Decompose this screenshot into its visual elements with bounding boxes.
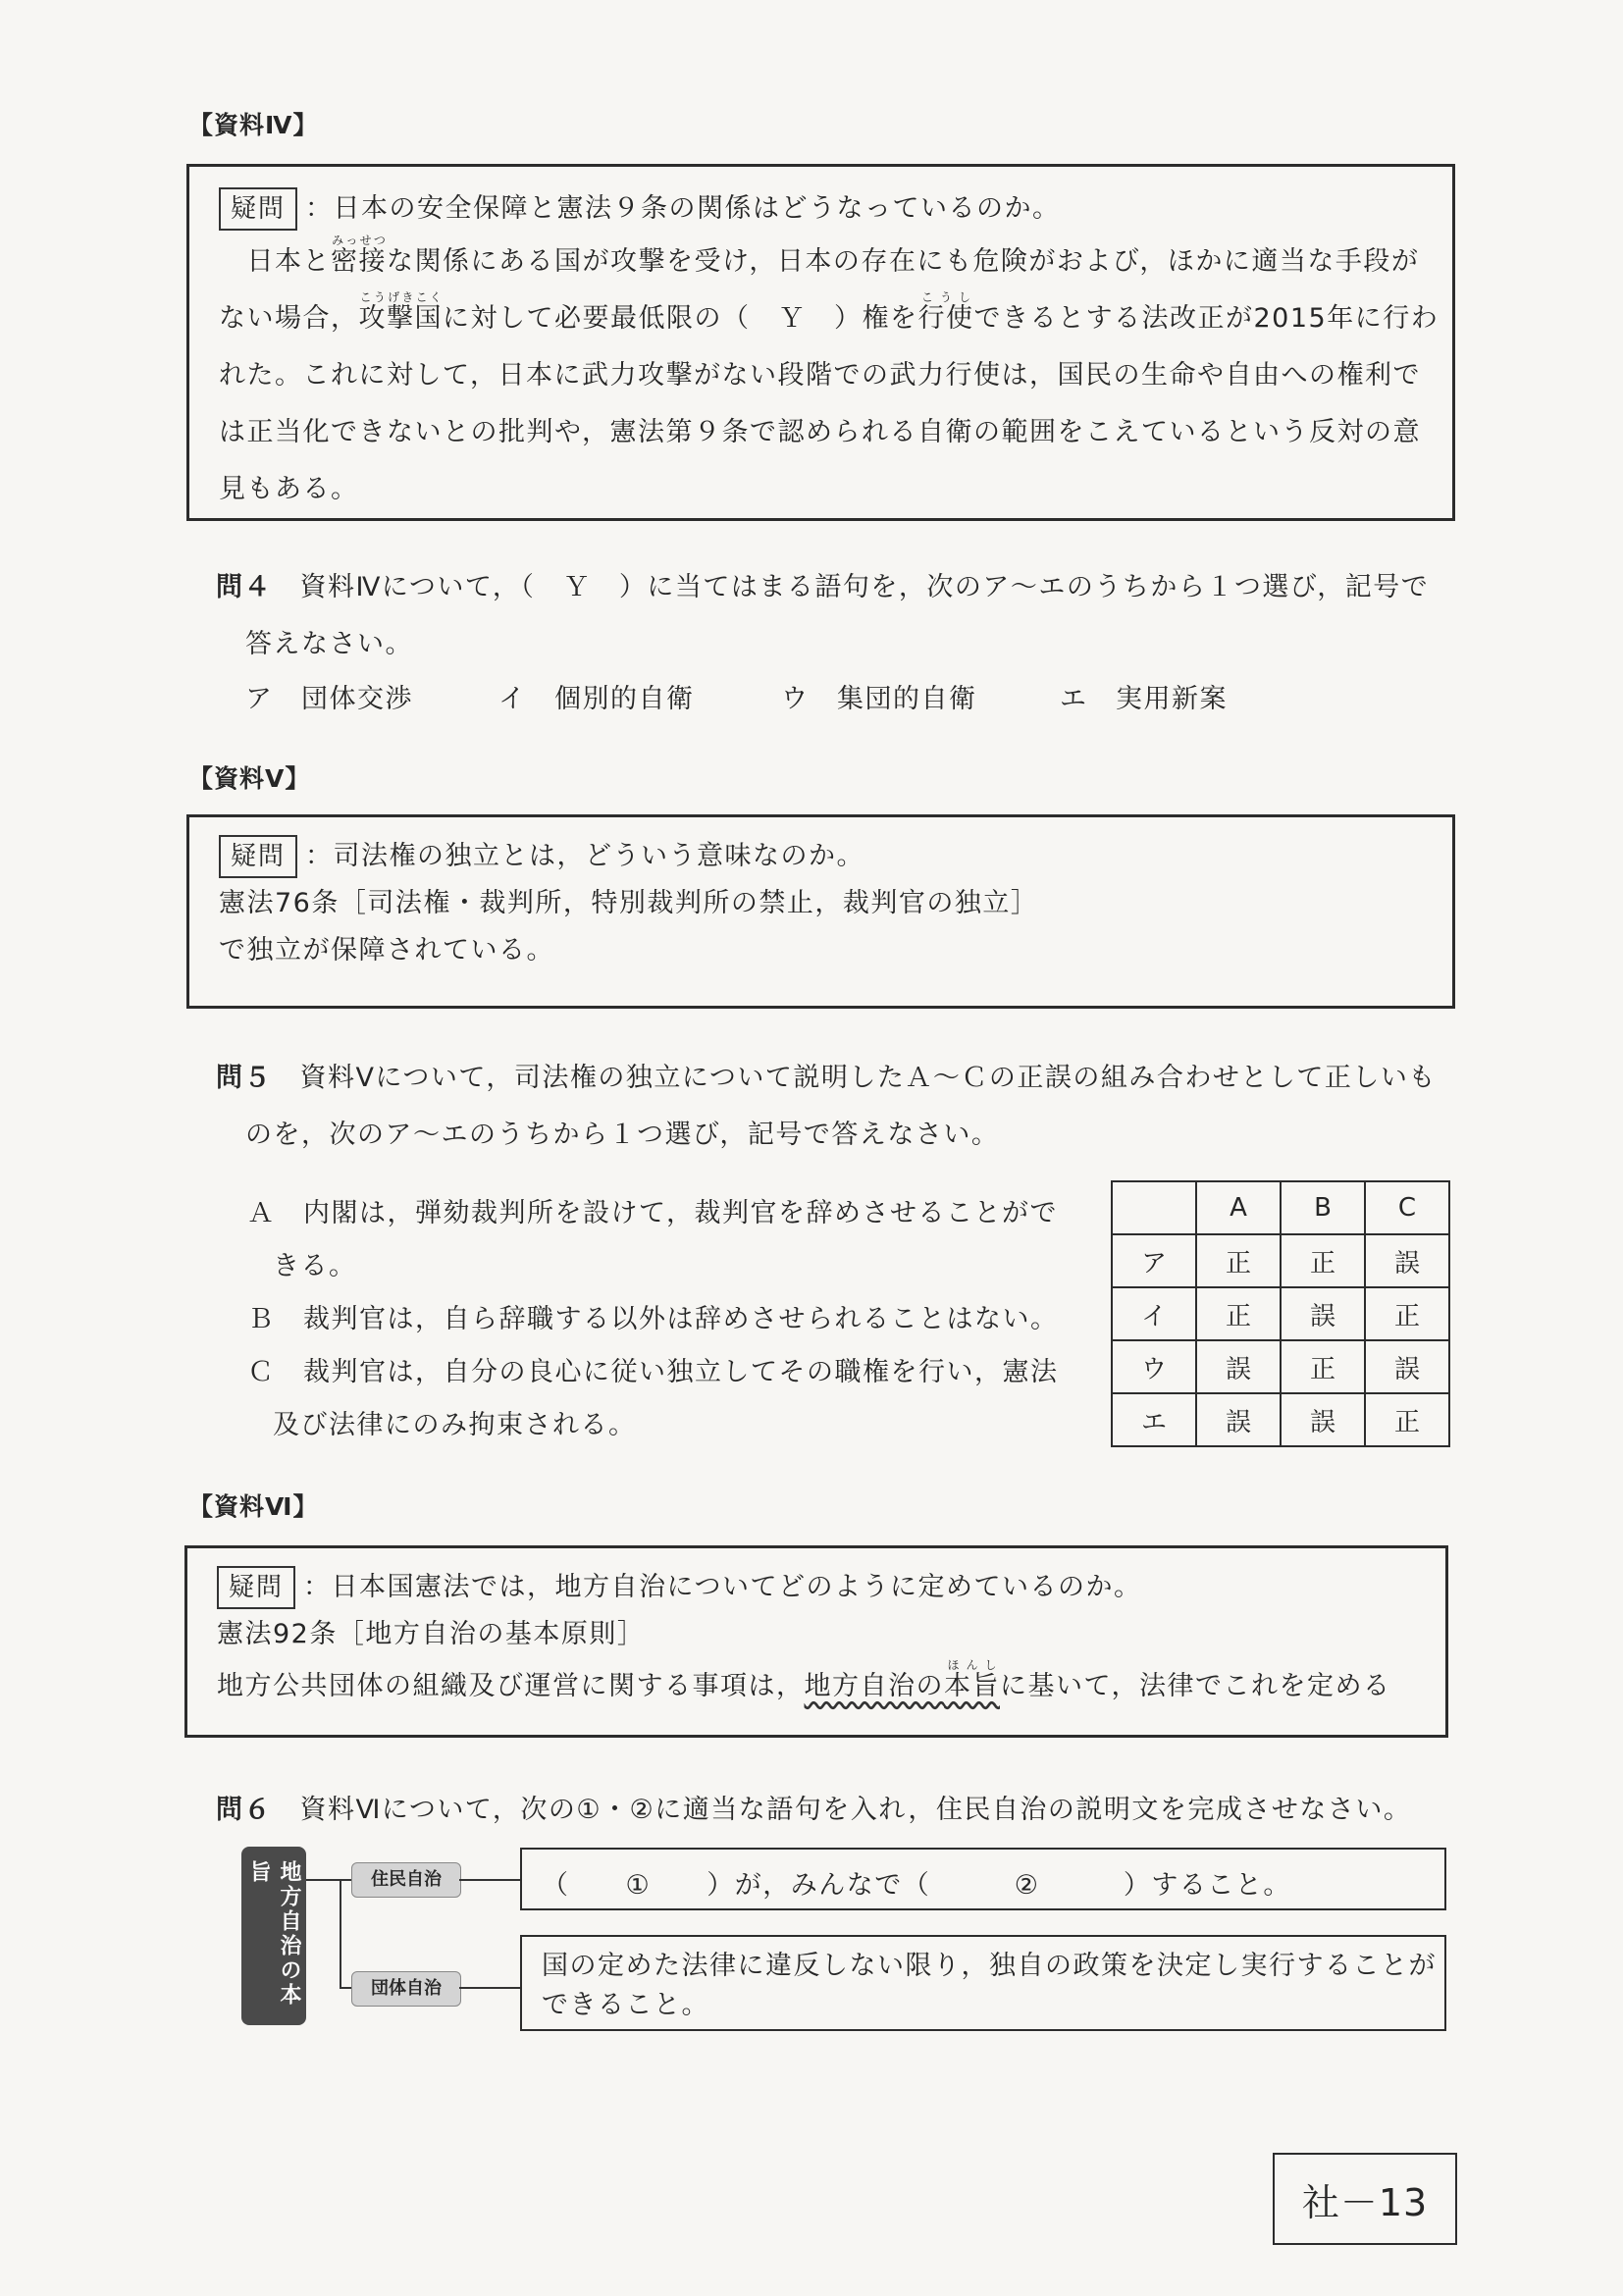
q4-option-e: エ 実用新案 [1060,684,1228,714]
dantai-jichi-description: 国の定めた法律に違反しない限り，独自の政策を決定し実行することが できること。 [542,1951,1437,2020]
material6-article: 憲法92条［地方自治の基本原則］ [217,1619,646,1649]
page-number: 社－13 [1301,2180,1429,2224]
jumin-jichi-fill-in: （ ① ）が，みんなで（ ② ）すること。 [542,1870,1291,1901]
question-tag: 疑問 [217,1566,295,1609]
diagram-root-box [241,1847,306,2025]
ruby-kougekikoku: 攻撃国こうげきこく [358,290,443,334]
table-row: イ 正 誤 正 [1112,1287,1449,1340]
table-row: ア 正 正 誤 [1112,1234,1449,1287]
q5-statements: Ａ 内閣は，弾劾裁判所を設けて，裁判官を辞めさせることがで きる。 Ｂ 裁判官は，自ら辞職する以外は辞めさせられることはない。 Ｃ 裁判官は，自分の良心に従い独立してその職権を行い，憲法 及び法律にのみ拘束される。 [247,1187,1059,1452]
table-row: A B C [1112,1181,1449,1234]
material5-box [186,814,1455,1009]
material4-text: 日本と密接みっせつな関係にある国が攻撃を受け，日本の存在にも危険がおよび，ほかに適当な手段が ない場合，攻撃国こうげきこくに対して必要最低限の（ Ｙ ）権を行使こうしできるとする法改正が2015年に行わ れた。これに対して，日本に武力攻撃がない段階での武力行使は，国民の生命や自由への権利で は正当化できないとの批判や，憲法第９条で認められる自衛の範囲をこえているという反対の意 見もある。 [219,234,1440,504]
table-row: エ 誤 誤 正 [1112,1393,1449,1446]
q6-line: 問６ 資料Ⅵについて，次の①・②に適当な語句を入れ，住民自治の説明文を完成させなさい。 [216,1795,1412,1825]
q4-label: 問４ [216,572,272,602]
connector-line [459,1987,520,1989]
material6-box [184,1545,1448,1738]
question-tag: 疑問 [219,187,297,231]
q4-line2: 答えなさい。 [245,629,413,659]
q5-statement-b: Ｂ 裁判官は，自ら辞職する以外は辞めさせられることはない。 [247,1304,1059,1334]
question-tag: 疑問 [219,835,297,878]
q5-line2: のを，次のア～エのうちから１つ選び，記号で答えなさい。 [245,1120,1000,1150]
q5-statement-a: Ａ 内閣は，弾劾裁判所を設けて，裁判官を辞めさせることがで [247,1198,1058,1228]
connector-line [340,1879,351,1881]
q4-option-u: ウ 集団的自衛 [781,684,977,714]
material6-body: 地方公共団体の組織及び運営に関する事項は，地方自治の本旨ほんしに基いて，法律でこれを定める [217,1658,1391,1701]
material4-header: 【資料Ⅳ】 [188,111,319,139]
material6-header: 【資料Ⅵ】 [188,1492,319,1521]
q5-line1: 問５ 資料Ⅴについて，司法権の独立について説明したＡ～Ｃの正誤の組み合わせとして正しいも [216,1063,1437,1093]
connector-line [459,1879,520,1881]
material4-question: ：日本の安全保障と憲法９条の関係はどうなっているのか。 [305,193,1061,224]
q4-option-a: ア 団体交渉 [245,684,413,714]
diagram-root-label: 地方自治の本旨 [246,1860,301,2008]
q5-label: 問５ [216,1063,272,1093]
material5-question: ：司法権の独立とは，どういう意味なのか。 [305,841,865,871]
q6-label: 問６ [216,1795,272,1825]
q4-option-i: イ 個別的自衛 [498,684,695,714]
material4-box [186,164,1455,521]
q5-answer-table [1111,1180,1450,1447]
ruby-koushi: 行使こうし [917,290,974,334]
page-number-box [1273,2153,1457,2245]
q4-line1: 問４ 資料Ⅳについて，（ Ｙ ）に当てはまる語句を，次のア～エのうちから１つ選び，記号で [216,572,1430,602]
material5-article: 憲法76条［司法権・裁判所，特別裁判所の禁止，裁判官の独立］ [219,888,1039,918]
branch-jumin-jichi: 住民自治 [351,1862,461,1898]
wavy-underline-phrase: 地方自治の本旨ほんし [804,1658,1000,1701]
diagram-box-2 [520,1935,1446,2031]
diagram-box-1 [520,1848,1446,1910]
q5-statement-c: Ｃ 裁判官は，自分の良心に従い独立してその職権を行い，憲法 [247,1357,1059,1387]
material6-question: ：日本国憲法では，地方自治についてどのように定めているのか。 [303,1572,1142,1602]
material5-header: 【資料Ⅴ】 [188,764,311,793]
table-row: ウ 誤 正 誤 [1112,1340,1449,1393]
ruby-missetsu: 密接みっせつ [331,234,387,277]
material5-body: で独立が保障されている。 [219,935,554,965]
material4-question-line [219,181,1061,237]
connector-line [340,1879,341,1988]
connector-line [340,1987,351,1989]
branch-dantai-jichi: 団体自治 [351,1971,461,2007]
connector-line [306,1879,341,1881]
